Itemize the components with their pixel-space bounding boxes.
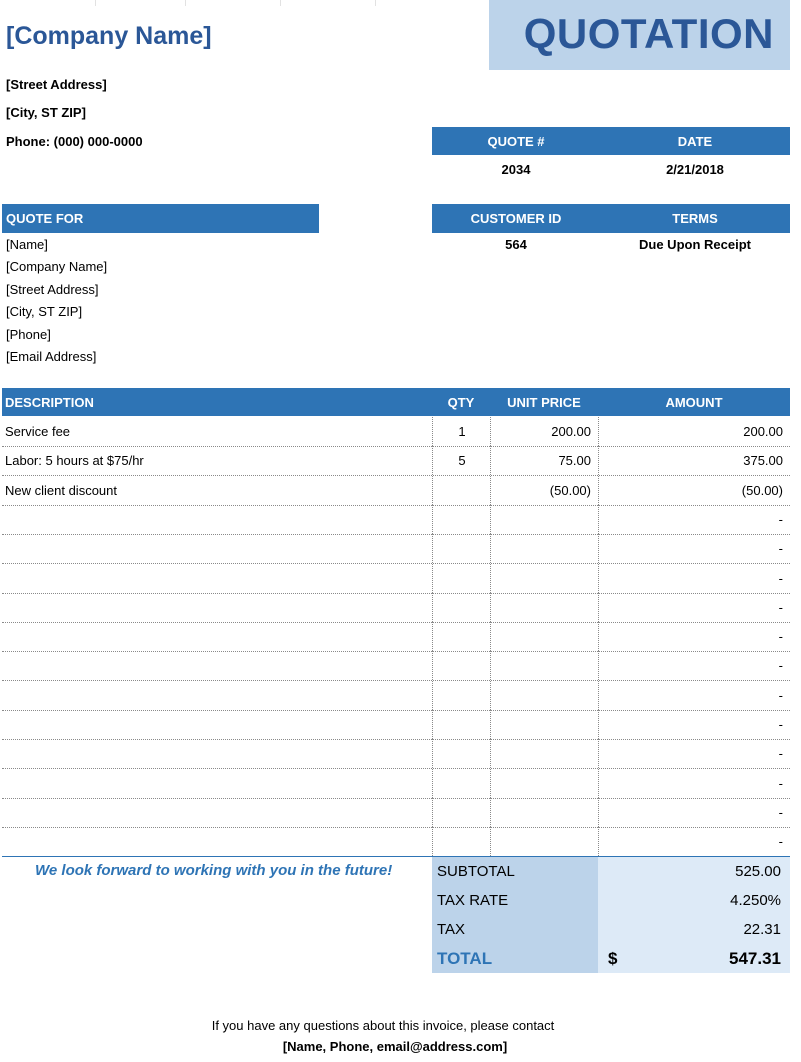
table-row (2, 710, 790, 740)
table-row (2, 446, 790, 476)
quote-for-header (2, 204, 319, 233)
column-divider (432, 681, 433, 710)
column-divider (598, 769, 599, 798)
item-qty: 5 (458, 453, 466, 469)
column-divider (490, 769, 491, 798)
item-unit-price (490, 564, 591, 593)
column-divider (490, 446, 491, 475)
column-divider (490, 710, 491, 739)
company-name: [Company Name] (6, 22, 212, 50)
item-qty (433, 739, 491, 768)
item-unit-price (490, 681, 591, 710)
item-description: Labor: 5 hours at $75/hr (5, 453, 144, 469)
item-amount: - (778, 511, 783, 527)
quote-date: 2/21/2018 (666, 162, 724, 177)
table-row (2, 798, 790, 828)
column-divider (432, 651, 433, 680)
item-amount: - (778, 717, 783, 732)
column-divider (432, 798, 433, 827)
table-row (2, 593, 790, 623)
table-row (2, 827, 790, 857)
footer-contact-details: [Name, Phone, email@address.com] (282, 1039, 508, 1054)
item-unit-price (490, 739, 591, 768)
table-row (2, 769, 790, 799)
item-unit-price: 75.00 (558, 453, 591, 469)
item-amount: - (778, 570, 783, 586)
quote-for-email: [Email Address] (6, 349, 97, 364)
item-qty (433, 476, 491, 505)
amount-header: AMOUNT (665, 395, 723, 410)
company-street: [Street Address] (6, 77, 107, 92)
item-unit-price (490, 534, 591, 563)
table-row (2, 417, 790, 447)
column-divider (432, 476, 433, 505)
company-city: [City, ST ZIP] (6, 105, 86, 120)
tax-rate-value: 4.250% (730, 892, 781, 909)
item-unit-price (490, 622, 591, 651)
terms: Due Upon Receipt (639, 237, 751, 252)
tax-label: TAX (437, 921, 466, 938)
summary-divider (2, 856, 790, 857)
customer-id: 564 (505, 237, 527, 252)
item-amount: - (778, 834, 783, 850)
customer-id-label: CUSTOMER ID (470, 211, 562, 226)
currency-symbol: $ (608, 949, 618, 968)
column-divider (598, 622, 599, 651)
item-qty (433, 622, 491, 651)
item-qty (433, 534, 491, 563)
item-amount: - (778, 599, 783, 615)
subtotal-label: SUBTOTAL (437, 863, 515, 880)
column-divider (432, 446, 433, 475)
column-divider (598, 417, 599, 446)
item-unit-price (490, 593, 591, 622)
quote-for-city: [City, ST ZIP] (6, 304, 83, 319)
column-divider (490, 622, 491, 651)
item-amount: - (778, 775, 783, 791)
tax-rate-label: TAX RATE (437, 892, 509, 909)
table-row (2, 651, 790, 681)
table-row (2, 476, 790, 506)
column-divider (490, 564, 491, 593)
item-unit-price: 200.00 (551, 424, 591, 439)
item-unit-price (490, 827, 591, 856)
column-divider (432, 827, 433, 856)
document-title: QUOTATION (523, 10, 774, 57)
item-amount: 375.00 (743, 453, 783, 469)
item-amount: 200.00 (743, 424, 783, 439)
column-divider (490, 651, 491, 680)
qty-header: QTY (447, 395, 475, 410)
quote-number: 2034 (501, 162, 531, 177)
column-divider (490, 739, 491, 768)
unit-price-header: UNIT PRICE (507, 395, 581, 410)
column-divider (490, 476, 491, 505)
item-description: New client discount (5, 482, 117, 498)
item-description: Service fee (5, 424, 71, 439)
column-divider (432, 739, 433, 768)
tax-value: 22.31 (743, 921, 781, 938)
table-row (2, 505, 790, 535)
item-amount: - (778, 687, 783, 703)
item-qty (433, 564, 491, 593)
total-label: TOTAL (437, 949, 493, 968)
item-qty (433, 505, 491, 534)
column-divider (432, 564, 433, 593)
column-divider (598, 534, 599, 563)
quote-for-phone: [Phone] (6, 327, 51, 342)
column-divider (598, 564, 599, 593)
column-divider (490, 681, 491, 710)
column-divider (598, 446, 599, 475)
column-divider (598, 710, 599, 739)
thank-you-note: We look forward to working with you in the future! (35, 862, 393, 879)
description-header: DESCRIPTION (5, 395, 94, 410)
column-divider (598, 798, 599, 827)
column-divider (598, 593, 599, 622)
items-header (2, 388, 790, 416)
company-phone: Phone: (000) 000-0000 (6, 134, 143, 149)
item-qty (433, 651, 491, 680)
quote-for-company: [Company Name] (6, 259, 108, 274)
item-qty (433, 593, 491, 622)
item-qty: 1 (458, 424, 466, 439)
item-unit-price (490, 798, 591, 827)
column-divider (432, 417, 433, 446)
column-divider (598, 476, 599, 505)
item-unit-price (490, 710, 591, 739)
date-label: DATE (677, 134, 713, 149)
item-qty (433, 681, 491, 710)
table-row (2, 564, 790, 594)
quote-for-label: QUOTE FOR (6, 211, 84, 226)
column-divider (598, 827, 599, 856)
item-qty (433, 798, 491, 827)
column-divider (490, 417, 491, 446)
table-row (2, 534, 790, 564)
item-unit-price (490, 505, 591, 534)
item-qty (433, 710, 491, 739)
column-divider (490, 798, 491, 827)
column-divider (598, 505, 599, 534)
column-divider (490, 534, 491, 563)
item-amount: - (778, 629, 783, 645)
item-amount: (50.00) (741, 482, 783, 498)
item-unit-price (490, 769, 591, 798)
total-value: 547.31 (729, 949, 781, 968)
column-divider (432, 534, 433, 563)
table-row (2, 681, 790, 711)
item-amount: - (778, 804, 783, 820)
column-divider (432, 710, 433, 739)
column-divider (490, 593, 491, 622)
column-divider (598, 739, 599, 768)
column-divider (490, 827, 491, 856)
quote-for-street: [Street Address] (6, 282, 99, 297)
customer-terms-header (432, 204, 790, 233)
subtotal-value: 525.00 (735, 863, 781, 880)
column-divider (432, 622, 433, 651)
item-qty (433, 827, 491, 856)
table-row (2, 622, 790, 652)
item-amount: - (778, 658, 783, 674)
column-divider (432, 593, 433, 622)
item-amount: - (778, 746, 783, 762)
table-row (2, 739, 790, 769)
column-divider (432, 505, 433, 534)
item-unit-price: (50.00) (549, 482, 591, 498)
item-amount: - (778, 541, 783, 557)
item-unit-price (490, 651, 591, 680)
column-divider (598, 651, 599, 680)
quote-number-label: QUOTE # (487, 134, 545, 149)
quote-for-name: [Name] (6, 237, 48, 252)
column-divider (432, 769, 433, 798)
column-divider (490, 505, 491, 534)
column-divider (598, 681, 599, 710)
footer-contact-line: If you have any questions about this invoice, please contact (211, 1018, 555, 1033)
terms-label: TERMS (672, 211, 718, 226)
item-qty (433, 769, 491, 798)
quote-date-header (432, 127, 790, 155)
